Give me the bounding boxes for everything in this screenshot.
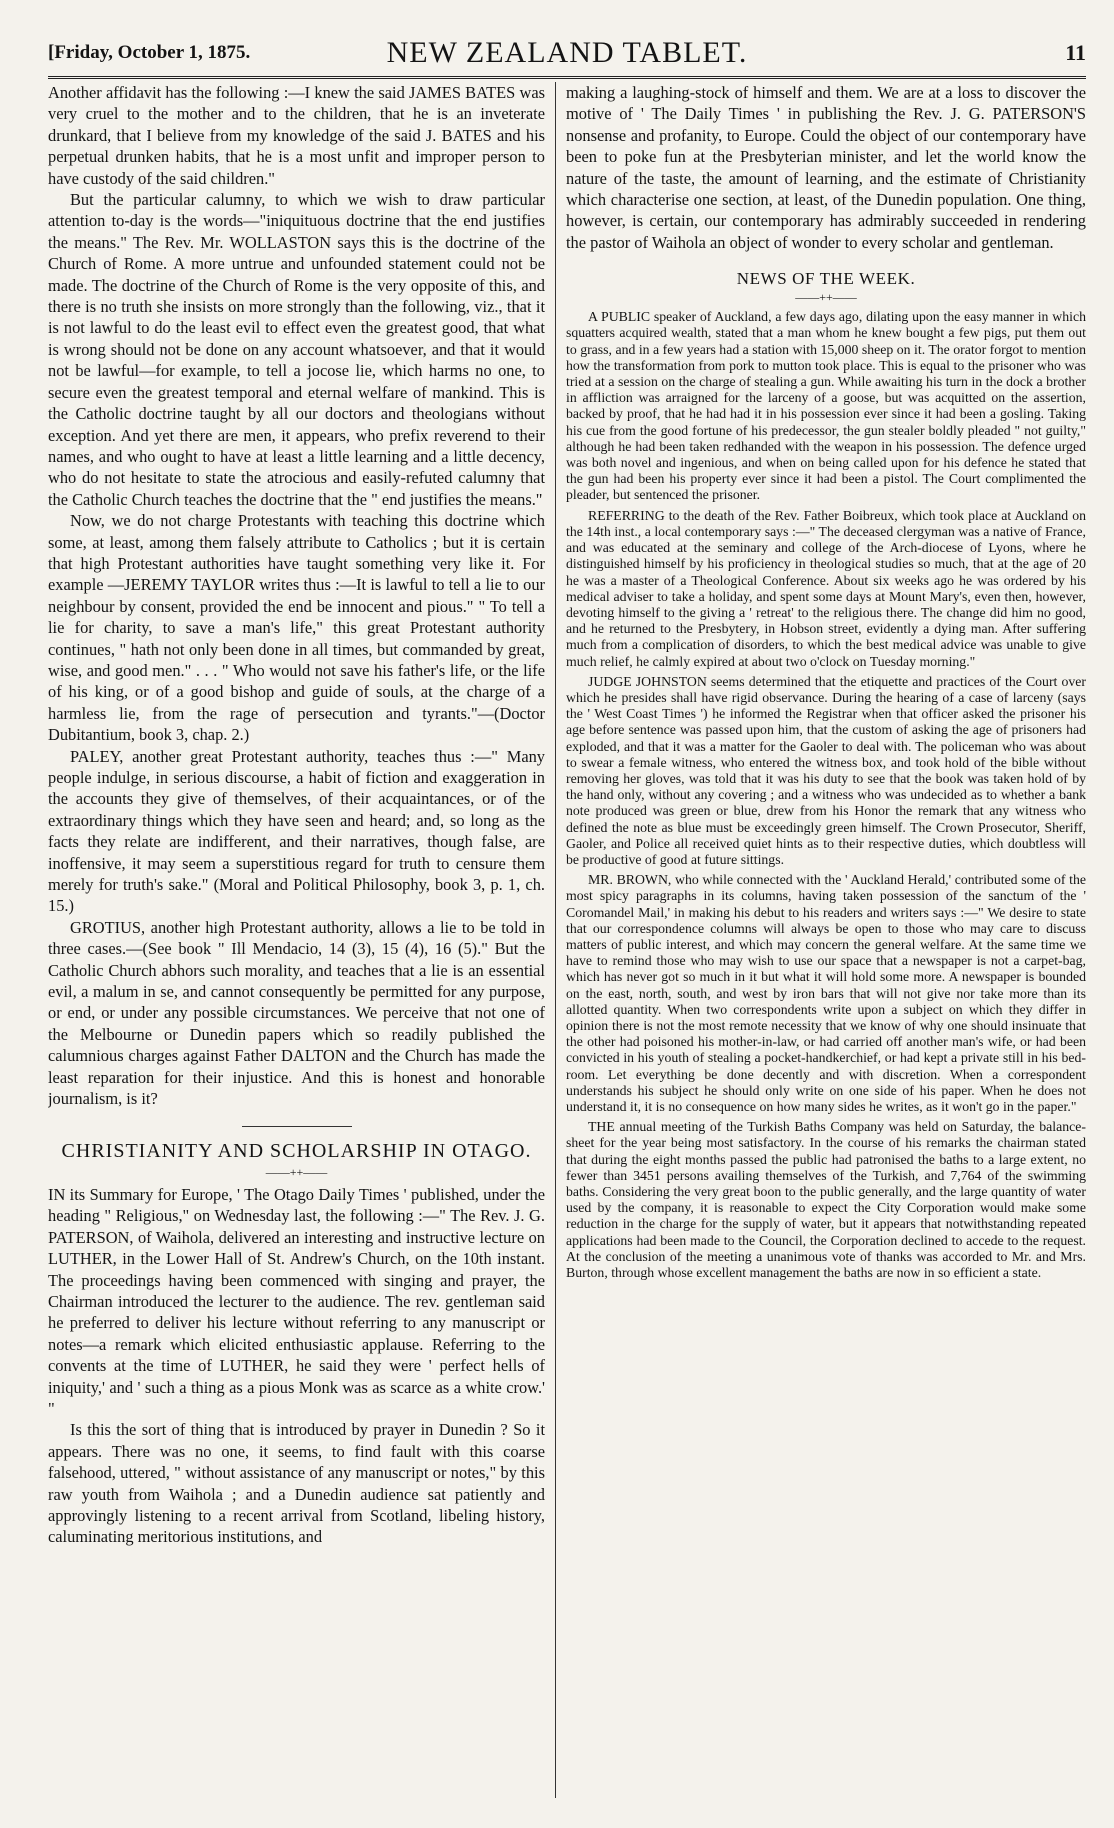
heading-ornament: ——++—— — [795, 290, 857, 305]
columns — [48, 82, 1086, 1798]
news-item: A PUBLIC speaker of Auckland, a few days ago, dilating upon the easy manner in which squatters acquired wealth, stated that a man whom he knew bought a few pigs, put them out to grass, and in a few years had a station with 15,000 sheep on it. The orator forgot to mention how the transformation from pork to mutton took place. This is equal to the prisoner who was tried at a session on the charge of stealing a gun. While awaiting his turn in the dock a brother in affliction was arraigned for the larceny of a goose, but was acquitted on the assertion, backed by proof, that he had had it in his possession ever since it had been a gosling. Taking his cue from the good fortune of his predecessor, the gun stealer boldly pleaded " not guilty," although he had been taken redhanded with the weapon in his possession. The defence urged was both novel and ingenious, and when on being called upon for his defence he stated that the gun had been his property ever since it had been a pistol. The Court complimented the pleader, but sentenced the prisoner. — [566, 309, 1086, 503]
news-item: JUDGE JOHNSTON seems determined that the etiquette and practices of the Court over which he presides shall have rigid observance. During the hearing of a case of larceny (says the ' West Coast Times ') he informed the Registrar when that officer asked the prisoner his age before sentence was passed upon him, that the custom of asking the age of prisoners had exploded, and that it was a matter for the Gaoler to deal with. The policeman who was about to swear a female witness, who entered the witness box, and took hold of the bible without removing her gloves, was told that it was his duty to see that the book was taken hold of by the hand only, without any covering ; and a witness who was undecided as to whether a bank note produced was green or blue, drew from his Honor the remark that any witness who defined the note as blue must be exceedingly green himself. The Crown Prosecutor, Sheriff, Gaoler, and Police all received quiet hints as to their respective duties, which doubtless will be productive of good at future sittings. — [566, 673, 1086, 867]
left-column — [48, 82, 555, 1798]
section-heading: NEWS OF THE WEEK. — [736, 269, 916, 289]
page-number: 11 — [1065, 40, 1086, 65]
heading-ornament: ——++—— — [265, 1164, 328, 1179]
paragraph: PALEY, another great Protestant authority, teaches thus :—" Many people indulge, in serious discourse, a habit of fiction and exaggeration in the accounts they give of themselves, of their acquaintances, or of the extraordinary things which they have seen and heard; and, so long as the facts they relate are indifferent, and their narratives, though false, are inoffensive, it may seem a superstitious regard for truth to censure them merely for truth's sake." (Moral and Political Philosophy, book 3, p. 1, ch. 15.) — [48, 746, 545, 916]
paragraph: IN its Summary for Europe, ' The Otago Daily Times ' published, under the heading " Religious," on Wednesday last, the following :—" The Rev. J. G. PATERSON, of Waihola, delivered an interesting and instructive lecture on LUTHER, in the Lower Hall of St. Andrew's Church, on the 10th instant. The proceedings having been commenced with singing and prayer, the Chairman introduced the lecturer to the audience. The rev. gentleman said he preferred to deliver his lecture without referring to any manuscript or notes—a remark which elicited enthusiastic applause. Referring to the convents at the time of LUTHER, he said they were ' perfect hells of iniquity,' and ' such a thing as a pious Monk was as scarce as a white crow.' " — [48, 1184, 545, 1418]
paragraph: GROTIUS, another high Protestant authority, allows a lie to be told in three cases.—(See book " Ill Mendacio, 14 (3), 15 (4), 16 (5)." But the Catholic Church abhors such morality, and teaches that a lie is an essential evil, a malum in se, and cannot consequently be permitted for any purpose, or end, or under any possible circumstances. We perceive that not one of the Melbourne or Dunedin papers which so readily published the calumnious charges against Father DALTON and the Church has made the least reparation for their injustice. And this is honest and honorable journalism, is it? — [48, 917, 545, 1109]
section-rule — [242, 1126, 352, 1127]
news-item: MR. BROWN, who while connected with the ' Auckland Herald,' contributed some of the most spicy paragraphs in its columns, having taken possession of the sanctum of the ' Coromandel Mail,' in making his debut to his readers and writers says :—" We desire to state that our correspondence columns will always be open to those who may care to discuss matters of public interest, and which may concern the general welfare. At the same time we have to remind those who may wish to use our space that a newspaper is not a carpet-bag, which has never got so much in it but what it will hold some more. A newspaper is bounded on the east, north, south, and west by iron bars that will not give nor take more than its allotted quantity. When two correspondents write upon a subject on which they differ in opinion there is not the most remote necessity that we know of why one should insinuate that the other had poisoned his mother-in-law, or had carried off another man's wife, or had been convicted in his youth of stealing a pocket-handkerchief, or had kept a private still in his bed-room. Let everything be done decently and with discretion. When a correspondent understands his subject he should only write on one side of his paper. When he does not understand it, it is no consequence on how many sides he writes, as it won't go in the paper." — [566, 872, 1086, 1114]
masthead — [48, 36, 1086, 70]
paragraph: Another affidavit has the following :—I knew the said JAMES BATES was very cruel to the mother and to the children, that he is an inveterate drunkard, that I believe from my knowledge of the said J. BATES and his perpetual drunken habits, that he is a most unfit and improper person to have custody of the said children." — [48, 83, 545, 188]
paragraph: Now, we do not charge Protestants with teaching this doctrine which some, at least, among them falsely attribute to Catholics ; but it is certain that high Protestant authorities have taught something very like it. For example —JEREMY TAYLOR writes thus :—It is lawful to tell a lie to our neighbour by consent, provided the end be innocent and pious." " To tell a lie for charity, to save a man's life," this great Protestant authority continues, " hath not only been done in all times, but commanded by great, wise, and good men." . . . " Who would not save his father's life, or the life of his king, or of a good bishop and guide of souls, at the charge of a harmless lie, from the rage of persecution and tyrants."—(Doctor Dubitantium, book 3, chap. 2.) — [48, 511, 545, 745]
news-item: THE annual meeting of the Turkish Baths Company was held on Saturday, the balance-sheet for the year being most satisfactory. In the course of his remarks the chairman stated that during the eight months passed the public had patronised the baths to a large extent, no fewer than 3451 persons availing themselves of the Turkish, and 7,764 of the swimming baths. Considering the very great boon to the public generally, and the large quantity of water used by the company, it is reasonable to expect the City Corporation would make some reduction in the charge for the supply of water, but it appears that notwithstanding repeated applications had been made to the Council, the Corporation declined to accede to the request. At the conclusion of the meeting a unanimous vote of thanks was accorded to Mr. and Mrs. Burton, through whose excellent management the baths are now in so efficient a state. — [566, 1119, 1086, 1281]
article-heading: CHRISTIANITY AND SCHOLARSHIP IN OTAGO. — [61, 1139, 532, 1162]
right-column — [556, 82, 1086, 1798]
issue-date: [Friday, October 1, 1875. — [48, 42, 251, 63]
paragraph: But the particular calumny, to which we wish to draw particular attention to-day is the words—"iniquituous doctrine that the end justifies the means." The Rev. Mr. WOLLASTON says this is the doctrine of the Church of Rome. A more untrue and unfounded statement could not be made. The doctrine of the Church of Rome is the very opposite of this, and there is no truth she insists on more strongly than the following, viz., that it is not lawful to do the least evil to effect even the greatest good, that what is wrong should not be done on any account whatsoever, and that it would not be lawful—for example, to tell a jocose lie, which harms no one, to secure even the greatest temporal and eternal welfare of mankind. This is the Catholic doctrine taught by all our doctors and theologians without exception. And yet there are men, it appears, who prefix reverend to their names, and who ought to have at least a little learning and a little decency, who do not hesitate to state the atrocious and easily-refuted calumny that the Catholic Church teaches the doctrine that the " end justifies the means." — [48, 190, 545, 509]
masthead-rule — [48, 76, 1086, 79]
newspaper-title: NEW ZEALAND TABLET. — [386, 36, 748, 69]
paragraph: making a laughing-stock of himself and them. We are at a loss to discover the motive of ' The Daily Times ' in publishing the Rev. J. G. PATERSON'S nonsense and profanity, to Europe. Could the object of our contemporary have been to poke fun at the Presbyterian minister, and let the world know the nature of the taste, the amount of learning, and the estimate of Christianity which characterise one section, at least, of the Dunedin population. One thing, however, is certain, our contemporary has admirably succeeded in rendering the pastor of Waihola an object of wonder to every scholar and gentleman. — [566, 83, 1086, 252]
news-item: REFERRING to the death of the Rev. Father Boibreux, which took place at Auckland on the 14th inst., a local contemporary says :—" The deceased clergyman was a native of France, and was educated at the seminary and college of the Arch-diocese of Lyons, where he distinguished himself by his proficiency in theological studies so much, that at the age of 20 he was a master of a Theological Conference. About six weeks ago he was ordered by his medical adviser to take a holiday, and spent some days at Mount Mary's, even then, however, devoting himself to the giving a ' retreat' to the religious there. The change did him no good, and he returned to the Presbytery, in Hobson street, evidently a dying man. After suffering much from a complication of disorders, to which the best medical advice was unable to give much relief, he calmly expired at about two o'clock on Tuesday morning." — [566, 507, 1086, 669]
paragraph: Is this the sort of thing that is introduced by prayer in Dunedin ? So it appears. There was no one, it seems, to find fault with this coarse falsehood, uttered, " without assistance of any manuscript or notes," by this raw youth from Waihola ; and a Dunedin audience sat patiently and approvingly listening to a recent arrival from Scotland, libeling history, caluminating meritorious institutions, and — [48, 1420, 545, 1547]
